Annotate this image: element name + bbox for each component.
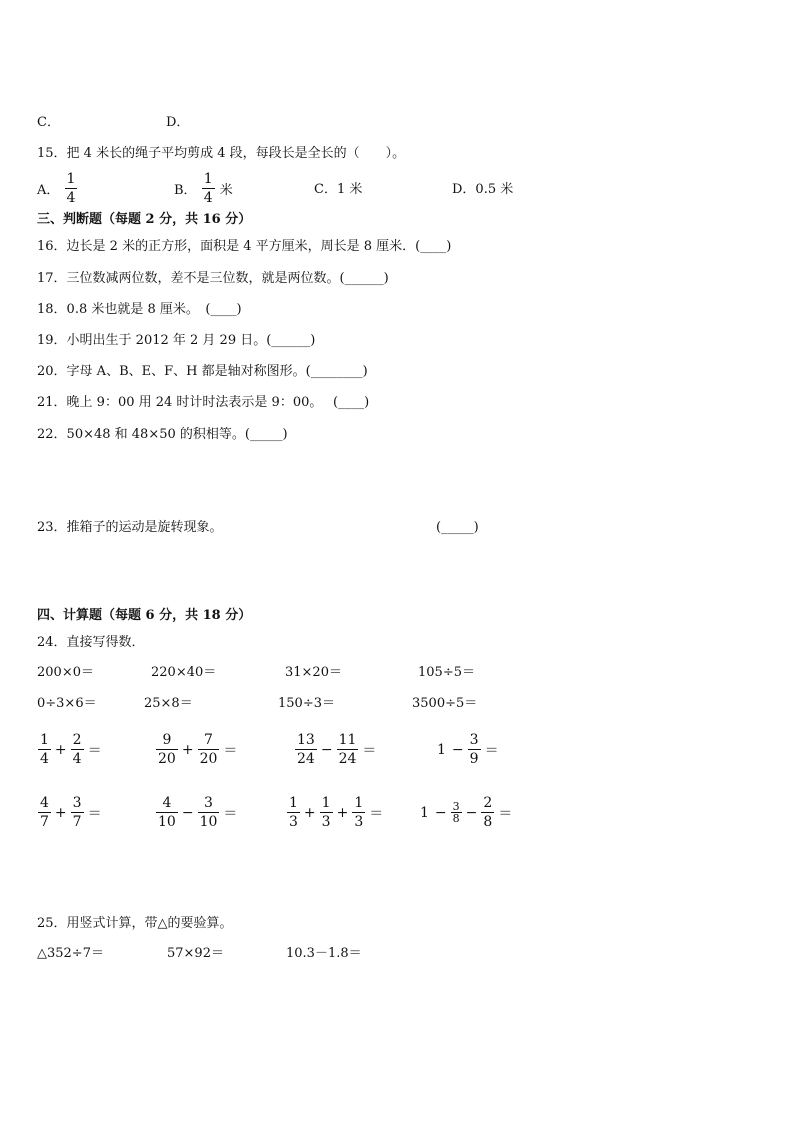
fraction: $\frac{11}{24}$ xyxy=(338,732,357,767)
fraction: $\frac{4}{10}$ xyxy=(158,795,176,830)
q15-option-b-fraction: $\frac{1}{4}$ xyxy=(203,171,213,206)
calc-row4-item1: $\frac{4}{7}$ + $\frac{3}{7}$ ＝ xyxy=(40,795,102,830)
fraction: $\frac{1}{4}$ xyxy=(40,732,49,767)
q25-item2: 57×92＝ xyxy=(167,946,224,961)
q15-option-b-label: B． xyxy=(174,183,197,198)
q25-stem: 25．用竖式计算，带△的要验算。 xyxy=(37,916,233,931)
judgment-19: 19．小明出生于 2012 年 2 月 29 日。(______) xyxy=(37,333,316,348)
fraction: $\frac{13}{24}$ xyxy=(297,732,315,767)
calc-row3-item4: 1 − $\frac{3}{9}$ ＝ xyxy=(437,732,499,767)
judgment-18: 18．0.8 米也就是 8 厘米。 (____) xyxy=(37,302,242,317)
q14-option-d: D． xyxy=(166,115,190,130)
fraction: $\frac{9}{20}$ xyxy=(158,732,176,767)
fraction: $\frac{3}{7}$ xyxy=(72,795,82,830)
calc-row4-item3: $\frac{1}{3}$ + $\frac{1}{3}$ + $\frac{1}{3}$ ＝ xyxy=(289,795,384,830)
calc-row3-item1: $\frac{1}{4}$ + $\frac{2}{4}$ ＝ xyxy=(40,732,102,767)
fraction: $\frac{2}{8}$ xyxy=(483,795,493,830)
q15-option-d: D．0.5 米 xyxy=(452,182,514,197)
fraction: $\frac{1}{3}$ xyxy=(321,795,331,830)
calc-row4-item2: $\frac{4}{10}$ − $\frac{3}{10}$ ＝ xyxy=(158,795,238,830)
calc-row1-item3: 31×20＝ xyxy=(285,665,342,680)
fraction: $\frac{1}{3}$ xyxy=(289,795,298,830)
judgment-21: 21．晚上 9：00 用 24 时计时法表示是 9：00。 (____) xyxy=(37,395,370,410)
q15-option-c: C．1 米 xyxy=(314,182,363,197)
q14-option-c: C． xyxy=(37,115,60,130)
calc-row1-item2: 220×40＝ xyxy=(151,665,217,680)
calc-row2-item1: 0÷3×6＝ xyxy=(37,696,97,711)
judgment-22: 22．50×48 和 48×50 的积相等。(_____) xyxy=(37,427,288,442)
q15-option-b xyxy=(174,170,233,207)
calc-row1-item4: 105÷5＝ xyxy=(418,665,475,680)
judgment-20: 20．字母 A、B、E、F、H 都是轴对称图形。(________) xyxy=(37,364,368,379)
section-3-title: 三、判断题（每题 2 分，共 16 分） xyxy=(37,212,252,227)
calc-row2-item3: 150÷3＝ xyxy=(278,696,335,711)
calc-row3-item3: $\frac{13}{24}$ − $\frac{11}{24}$ ＝ xyxy=(297,732,377,767)
fraction: $\frac{3}{10}$ xyxy=(199,795,218,830)
fraction: $\frac{3}{9}$ xyxy=(469,732,479,767)
fraction: $\frac{4}{7}$ xyxy=(40,795,49,830)
calc-row3-item2: $\frac{9}{20}$ + $\frac{7}{20}$ ＝ xyxy=(158,732,238,767)
judgment-23-blank: (_____) xyxy=(436,520,479,535)
q25-item3: 10.3－1.8＝ xyxy=(286,946,362,961)
calc-row1-item1: 200×0＝ xyxy=(37,665,94,680)
calc-row2-item2: 25×8＝ xyxy=(144,696,193,711)
section-4-title: 四、计算题（每题 6 分，共 18 分） xyxy=(37,608,252,623)
q15-option-a-label: A． xyxy=(37,183,60,198)
q15-option-b-unit: 米 xyxy=(219,183,233,198)
judgment-16: 16．边长是 2 米的正方形，面积是 4 平方厘米，周长是 8 厘米．(____) xyxy=(37,239,452,254)
q15-option-a xyxy=(37,170,78,207)
fraction: $\frac{1}{3}$ xyxy=(354,795,364,830)
fraction: $\frac{3}{8}$ xyxy=(452,800,460,825)
q25-item1: △352÷7＝ xyxy=(37,946,104,961)
judgment-17: 17．三位数减两位数，差不是三位数，就是两位数。(______) xyxy=(37,271,389,286)
fraction: $\frac{7}{20}$ xyxy=(199,732,218,767)
fraction: $\frac{2}{4}$ xyxy=(72,732,82,767)
q15-option-a-fraction: $\frac{1}{4}$ xyxy=(66,171,76,206)
judgment-23: 23．推箱子的运动是旋转现象。 xyxy=(37,520,223,535)
calc-row4-item4: 1 − $\frac{3}{8}$ − $\frac{2}{8}$ ＝ xyxy=(420,795,513,830)
calc-row2-item4: 3500÷5＝ xyxy=(412,696,478,711)
q15-stem: 15．把 4 米长的绳子平均剪成 4 段，每段长是全长的（ ）。 xyxy=(37,146,406,161)
q24-stem: 24．直接写得数． xyxy=(37,635,145,650)
